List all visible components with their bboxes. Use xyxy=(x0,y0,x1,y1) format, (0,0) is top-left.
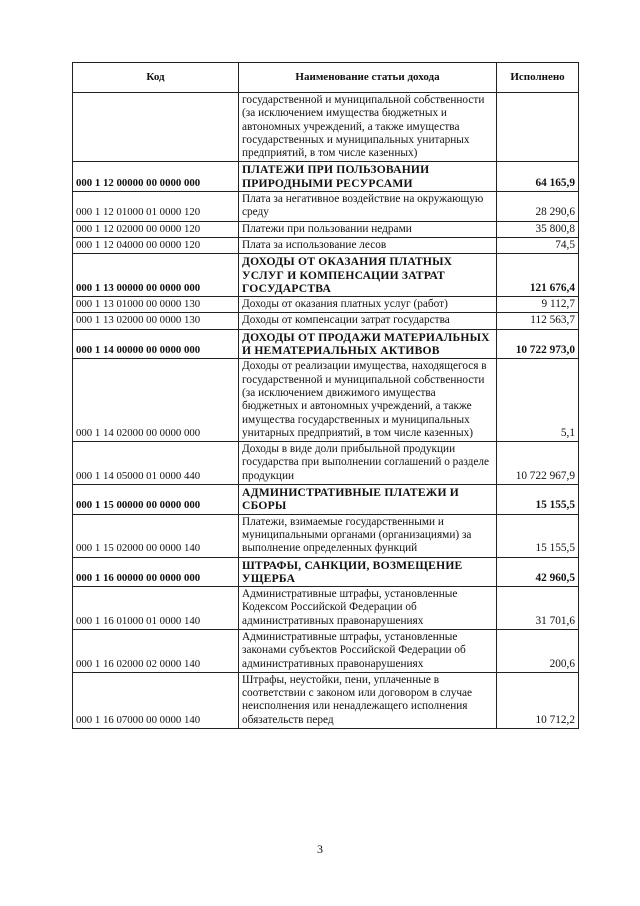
row-name: ШТРАФЫ, САНКЦИИ, ВОЗМЕЩЕНИЕ УЩЕРБА xyxy=(239,557,497,587)
row-amount: 31 701,6 xyxy=(497,587,579,630)
table-row xyxy=(73,313,579,329)
table-row xyxy=(73,672,579,728)
row-amount: 121 676,4 xyxy=(497,254,579,297)
revenue-table xyxy=(72,62,579,729)
page-number: 3 xyxy=(317,842,323,856)
table-row xyxy=(73,192,579,222)
row-code: 000 1 12 04000 00 0000 120 xyxy=(73,237,239,253)
row-amount: 10 712,2 xyxy=(497,672,579,728)
table-row xyxy=(73,359,579,442)
row-code: 000 1 16 07000 00 0000 140 xyxy=(73,672,239,728)
row-amount xyxy=(497,93,579,162)
header-name: Наименование статьи дохода xyxy=(239,63,497,93)
row-code: 000 1 15 00000 00 0000 000 xyxy=(73,485,239,515)
row-name: ДОХОДЫ ОТ ОКАЗАНИЯ ПЛАТНЫХ УСЛУГ И КОМПЕНСАЦИИ ЗАТРАТ ГОСУДАРСТВА xyxy=(239,254,497,297)
row-name: Штрафы, неустойки, пени, уплаченные в соответствии с законом или договором в случае неисполнения или ненадлежащего исполнения обязательств перед xyxy=(239,672,497,728)
row-amount: 35 800,8 xyxy=(497,221,579,237)
table-row-section xyxy=(73,329,579,359)
row-amount: 74,5 xyxy=(497,237,579,253)
table-row xyxy=(73,514,579,557)
table-row-section xyxy=(73,485,579,515)
row-name: Административные штрафы, установленные Кодексом Российской Федерации об административных правонарушениях xyxy=(239,587,497,630)
row-code: 000 1 16 02000 02 0000 140 xyxy=(73,629,239,672)
row-amount: 5,1 xyxy=(497,359,579,442)
row-amount: 15 155,5 xyxy=(497,485,579,515)
row-code: 000 1 12 00000 00 0000 000 xyxy=(73,162,239,192)
row-code: 000 1 16 00000 00 0000 000 xyxy=(73,557,239,587)
table-row-section xyxy=(73,162,579,192)
table-row xyxy=(73,629,579,672)
row-name: ДОХОДЫ ОТ ПРОДАЖИ МАТЕРИАЛЬНЫХ И НЕМАТЕРИАЛЬНЫХ АКТИВОВ xyxy=(239,329,497,359)
header-amount: Исполнено xyxy=(497,63,579,93)
table-row xyxy=(73,93,579,162)
row-amount: 112 563,7 xyxy=(497,313,579,329)
table-row xyxy=(73,297,579,313)
row-name: АДМИНИСТРАТИВНЫЕ ПЛАТЕЖИ И СБОРЫ xyxy=(239,485,497,515)
table-row xyxy=(73,442,579,485)
row-code: 000 1 16 01000 01 0000 140 xyxy=(73,587,239,630)
row-code: 000 1 13 00000 00 0000 000 xyxy=(73,254,239,297)
table-row xyxy=(73,587,579,630)
row-code: 000 1 14 02000 00 0000 000 xyxy=(73,359,239,442)
row-amount: 42 960,5 xyxy=(497,557,579,587)
row-name: Платежи, взимаемые государственными и муниципальными органами (организациями) за выполнение определенных функций xyxy=(239,514,497,557)
row-amount: 10 722 967,9 xyxy=(497,442,579,485)
header-code: Код xyxy=(73,63,239,93)
row-amount: 15 155,5 xyxy=(497,514,579,557)
row-name: ПЛАТЕЖИ ПРИ ПОЛЬЗОВАНИИ ПРИРОДНЫМИ РЕСУРСАМИ xyxy=(239,162,497,192)
row-code: 000 1 12 01000 01 0000 120 xyxy=(73,192,239,222)
row-amount: 200,6 xyxy=(497,629,579,672)
row-name: Платежи при пользовании недрами xyxy=(239,221,497,237)
row-amount: 28 290,6 xyxy=(497,192,579,222)
row-name: государственной и муниципальной собственности (за исключением имущества бюджетных и автономных учреждений, а также имущества государственных и муниципальных унитарных предприятий, в том числе казенных) xyxy=(239,93,497,162)
row-name: Административные штрафы, установленные законами субъектов Российской Федерации об административных правонарушениях xyxy=(239,629,497,672)
row-amount: 9 112,7 xyxy=(497,297,579,313)
row-name: Доходы от оказания платных услуг (работ) xyxy=(239,297,497,313)
table-row-section xyxy=(73,254,579,297)
row-name: Плата за использование лесов xyxy=(239,237,497,253)
row-name: Плата за негативное воздействие на окружающую среду xyxy=(239,192,497,222)
row-name: Доходы от реализации имущества, находящегося в государственной и муниципальной собственности (за исключением движимого имущества бюджетных и автономных учреждений, а также имущества государственных и муниципальных унитарных предприятий, в том числе казенных) xyxy=(239,359,497,442)
table-row-section xyxy=(73,557,579,587)
row-code: 000 1 13 02000 00 0000 130 xyxy=(73,313,239,329)
row-name: Доходы от компенсации затрат государства xyxy=(239,313,497,329)
table-row xyxy=(73,221,579,237)
row-code: 000 1 14 00000 00 0000 000 xyxy=(73,329,239,359)
row-amount: 64 165,9 xyxy=(497,162,579,192)
row-amount: 10 722 973,0 xyxy=(497,329,579,359)
row-name: Доходы в виде доли прибыльной продукции государства при выполнении соглашений о разделе продукции xyxy=(239,442,497,485)
table-row xyxy=(73,237,579,253)
row-code xyxy=(73,93,239,162)
row-code: 000 1 15 02000 00 0000 140 xyxy=(73,514,239,557)
row-code: 000 1 13 01000 00 0000 130 xyxy=(73,297,239,313)
row-code: 000 1 12 02000 00 0000 120 xyxy=(73,221,239,237)
table-header-row xyxy=(73,63,579,93)
row-code: 000 1 14 05000 01 0000 440 xyxy=(73,442,239,485)
